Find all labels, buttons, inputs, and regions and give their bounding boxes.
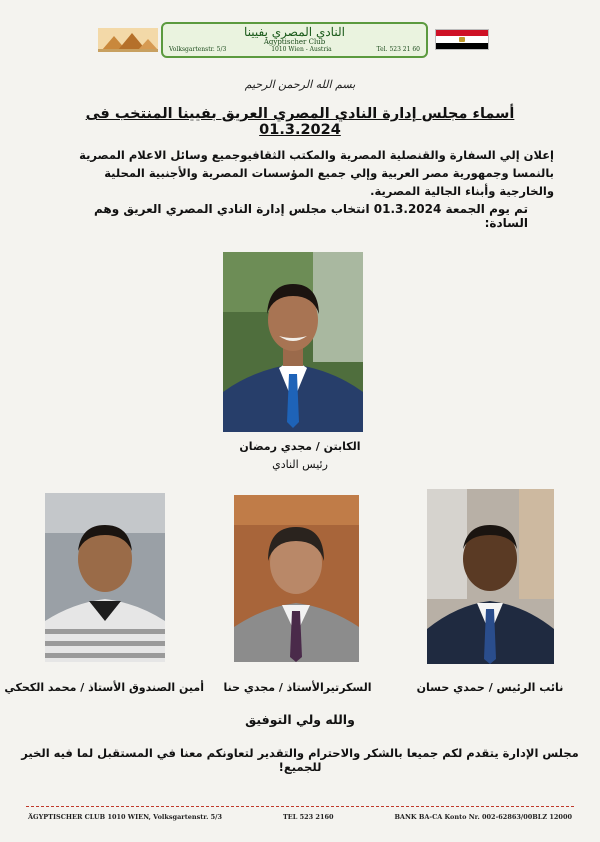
election-statement: تم يوم الجمعة 01.3.2024 انتخاب مجلس إدارة النادي المصري العريق وهم السادة:	[93, 202, 528, 230]
footer-club-address: ÄGYPTISCHER CLUB 1010 WIEN, Volksgartenstr. 5/3	[28, 813, 223, 821]
club-city: 1010 Wien - Austria	[271, 46, 332, 53]
footer	[28, 813, 572, 821]
president-photo	[223, 252, 363, 432]
footer-divider	[26, 806, 574, 807]
pyramids-logo	[98, 28, 158, 52]
treasurer-photo	[45, 493, 165, 662]
footer-phone: TEL 523 2160	[282, 813, 334, 821]
club-street: Volksgartenstr. 5/3	[169, 46, 227, 53]
thanks-line: مجلس الإدارة يتقدم لكم جميعا بالشكر والاحترام والتقدير لتعاونكم معنا في المستقبل لما فيه الخير للجميع!	[21, 746, 579, 774]
president-role: رئيس النادي	[272, 458, 328, 471]
basmala: بسم الله الرحمن الرحيم	[244, 78, 356, 91]
secretary-caption: السكرتيرالأستاذ / مجدي حنا	[223, 681, 372, 694]
club-phone: Tel. 523 21 60	[376, 46, 420, 53]
club-name-german: Ägyptischer Club	[263, 38, 326, 46]
closing-line: والله ولي التوفيق	[245, 712, 355, 727]
page-title: أسماء مجلس إدارة النادي المصري العريق بفيينا المنتخب فى 01.3.2024	[85, 106, 515, 138]
president-name: الكابتن / مجدي رمضان	[239, 440, 361, 453]
footer-bank: BANK BA-CA Konto Nr. 002-62863/00BLZ 12000	[394, 813, 572, 821]
club-logo-box	[161, 22, 428, 58]
vice-president-photo	[427, 489, 554, 664]
vice-president-caption: نائب الرئيس / حمدي حسان	[416, 681, 564, 694]
egypt-flag	[435, 29, 489, 50]
club-name-arabic: النادي المصري بفيينا	[244, 25, 345, 39]
secretary-photo	[234, 495, 359, 662]
announcement-paragraph: إعلان إلي السفارة والقنصلية المصرية والمكتب الثقافيوجميع وسائل الاعلام المصرية بالنمسا وجمهورية مصر العربية وإلي جميع المؤسسات المصرية والأجنبية المحلية والخارجية وأبناء الجالية المصرية.	[79, 148, 554, 198]
club-address-line	[169, 46, 420, 53]
treasurer-caption: أمين الصندوق الأستاذ / محمد الكحكي	[4, 681, 204, 694]
